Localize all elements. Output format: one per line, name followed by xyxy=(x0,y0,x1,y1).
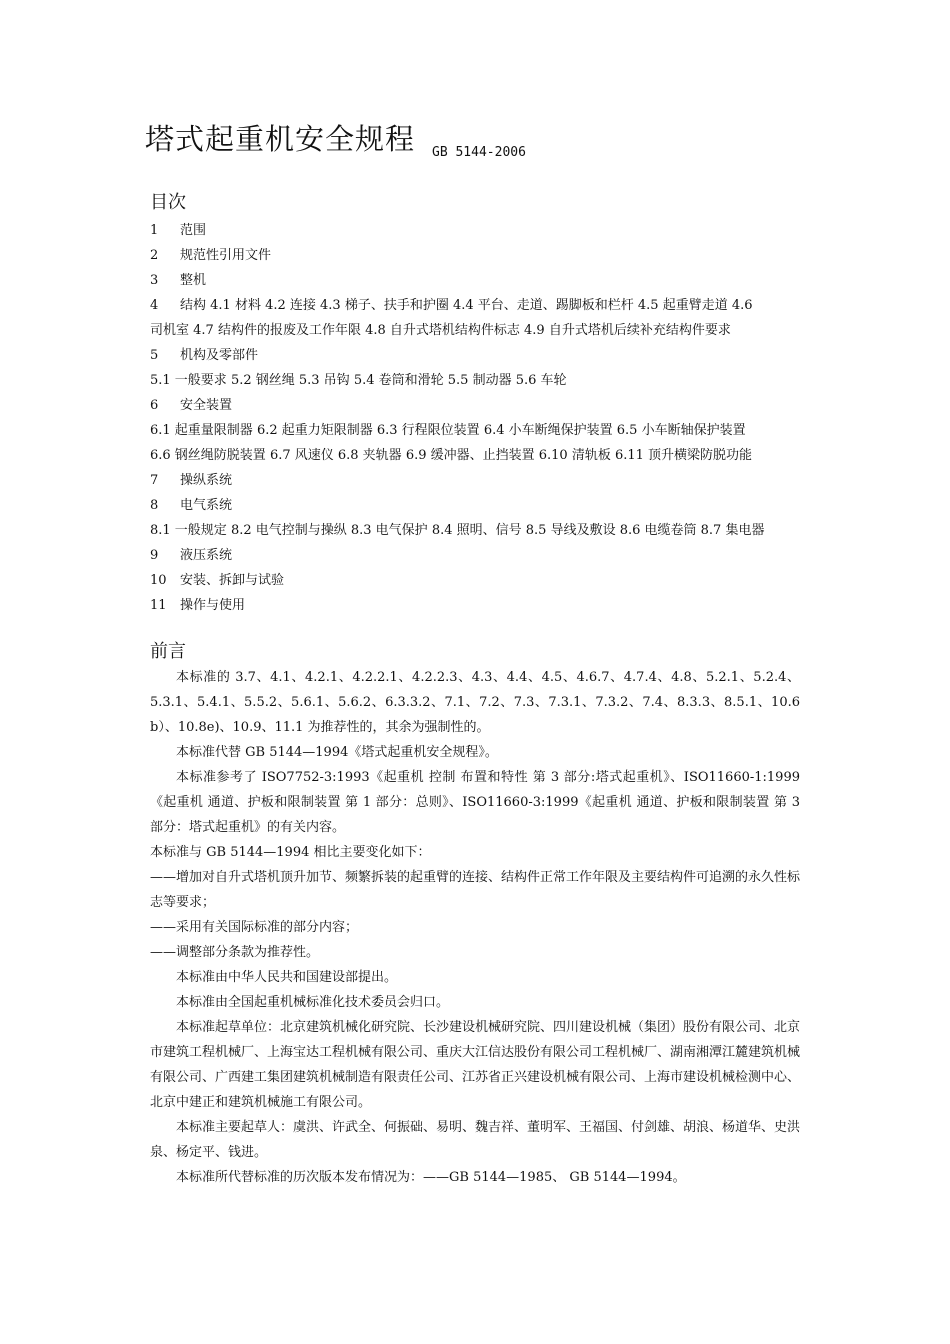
toc-text: 安全装置 xyxy=(180,398,233,413)
toc-number: 10 xyxy=(150,573,167,588)
foreword-paragraph: 本标准与 GB 5144—1994 相比主要变化如下： xyxy=(150,845,431,860)
toc-text: 8.1 一般规定 8.2 电气控制与操纵 8.3 电气保护 8.4 照明、信号 8.5 导线及敷设 8.6 电缆卷筒 8.7 集电器 xyxy=(150,523,765,538)
toc-line xyxy=(150,443,810,468)
toc-line xyxy=(150,568,810,593)
foreword-paragraph: 本标准由中华人民共和国建设部提出。 xyxy=(176,970,398,985)
toc-line xyxy=(150,543,810,568)
toc-text: 6.1 起重量限制器 6.2 起重力矩限制器 6.3 行程限位装置 6.4 小车断绳保护装置 6.5 小车断轴保护装置 xyxy=(150,423,746,438)
toc-text: 操纵系统 xyxy=(180,473,233,488)
toc-text: 安装、拆卸与试验 xyxy=(180,573,285,588)
foreword-paragraph: ——增加对自升式塔机顶升加节、频繁拆装的起重臂的连接、结构件正常工作年限及主要结构件可追溯的永久性标志等要求； xyxy=(150,870,801,910)
toc-number: 5 xyxy=(150,348,159,363)
foreword-heading: 前言 xyxy=(150,641,186,662)
toc-line xyxy=(150,593,810,618)
toc-text: 5.1 一般要求 5.2 钢丝绳 5.3 吊钩 5.4 卷筒和滑轮 5.5 制动器 5.6 车轮 xyxy=(150,373,567,388)
toc-text: 电气系统 xyxy=(180,498,233,513)
toc-heading: 目次 xyxy=(150,192,186,213)
foreword-body xyxy=(150,665,800,1190)
toc-number: 11 xyxy=(150,598,167,613)
toc-line xyxy=(150,393,810,418)
toc-number: 8 xyxy=(150,498,159,513)
toc-line xyxy=(150,243,810,268)
foreword-paragraph: ——调整部分条款为推荐性。 xyxy=(150,945,320,960)
foreword-paragraph: 本标准起草单位：北京建筑机械化研究院、长沙建设机械研究院、四川建设机械（集团）股份有限公司、北京市建筑工程机械厂、上海宝达工程机械有限公司、重庆大江信达股份有限公司工程机械厂、湖南湘潭江麓建筑机械有限公司、广西建工集团建筑机械制造有限责任公司、江苏省正兴建设机械有限公司、上海市建设机械检测中心、北京中建正和建筑机械施工有限公司。 xyxy=(150,1020,801,1110)
toc-text: 机构及零部件 xyxy=(180,348,259,363)
toc-line xyxy=(150,293,810,318)
toc-line xyxy=(150,518,810,543)
foreword-paragraph: ——采用有关国际标准的部分内容； xyxy=(150,920,359,935)
title-row xyxy=(145,117,415,158)
toc-text: 整机 xyxy=(180,273,207,288)
toc-number: 7 xyxy=(150,473,159,488)
toc-number: 6 xyxy=(150,398,159,413)
toc-line xyxy=(150,318,810,343)
toc-number: 1 xyxy=(150,223,159,238)
foreword-paragraph: 本标准主要起草人：虞洪、许武全、何振础、易明、魏吉祥、董明军、王福国、付剑雄、胡浪、杨道华、史洪泉、杨定平、钱进。 xyxy=(150,1120,801,1160)
toc-number: 2 xyxy=(150,248,159,263)
foreword-paragraph: 本标准代替 GB 5144—1994《塔式起重机安全规程》。 xyxy=(176,745,498,760)
toc-line xyxy=(150,468,810,493)
foreword-paragraph: 本标准由全国起重机械标准化技术委员会归口。 xyxy=(176,995,450,1010)
toc-text: 范围 xyxy=(180,223,207,238)
foreword-paragraph: 本标准参考了 ISO7752-3:1993《起重机 控制 布置和特性 第 3 部分:塔式起重机》、ISO11660-1:1999《起重机 通道、护板和限制装置 第 1 部分：总则》、ISO11660-3:1999《起重机 通道、护板和限制装置 第 3 部分：塔式起重机》的有关内容。 xyxy=(150,770,800,835)
toc-line xyxy=(150,268,810,293)
document-title: 塔式起重机安全规程 xyxy=(145,122,416,156)
toc-line xyxy=(150,343,810,368)
foreword-paragraph: 本标准所代替标准的历次版本发布情况为：——GB 5144—1985、 GB 5144—1994。 xyxy=(176,1170,686,1185)
toc-line xyxy=(150,418,810,443)
toc-text: 规范性引用文件 xyxy=(180,248,272,263)
toc-text: 结构 4.1 材料 4.2 连接 4.3 梯子、扶手和护圈 4.4 平台、走道、踢脚板和栏杆 4.5 起重臂走道 4.6 xyxy=(180,298,753,313)
toc-line xyxy=(150,368,810,393)
toc-number: 4 xyxy=(150,298,159,313)
foreword-paragraph: 本标准的 3.7、4.1、4.2.1、4.2.2.1、4.2.2.3、4.3、4.4、4.5、4.6.7、4.7.4、4.8、5.2.1、5.2.4、5.3.1、5.4.1、5.5.2、5.6.1、5.6.2、6.3.3.2、7.1、7.2、7.3、7.3.1、7.3.2、7.4、8.3.3、8.5.1、10.6 b）、10.8e)、10.9、11.1 为推荐性的，其余为强制性的。 xyxy=(150,670,800,735)
standard-code: GB 5144-2006 xyxy=(432,145,526,160)
toc-text: 司机室 4.7 结构件的报废及工作年限 4.8 自升式塔机结构件标志 4.9 自升式塔机后续补充结构件要求 xyxy=(150,323,731,338)
toc-text: 操作与使用 xyxy=(180,598,246,613)
table-of-contents xyxy=(150,218,810,618)
toc-text: 6.6 钢丝绳防脱装置 6.7 风速仪 6.8 夹轨器 6.9 缓冲器、止挡装置 6.10 清轨板 6.11 顶升横梁防脱功能 xyxy=(150,448,753,463)
toc-number: 9 xyxy=(150,548,159,563)
toc-line xyxy=(150,493,810,518)
toc-text: 液压系统 xyxy=(180,548,233,563)
toc-number: 3 xyxy=(150,273,159,288)
toc-line xyxy=(150,218,810,243)
